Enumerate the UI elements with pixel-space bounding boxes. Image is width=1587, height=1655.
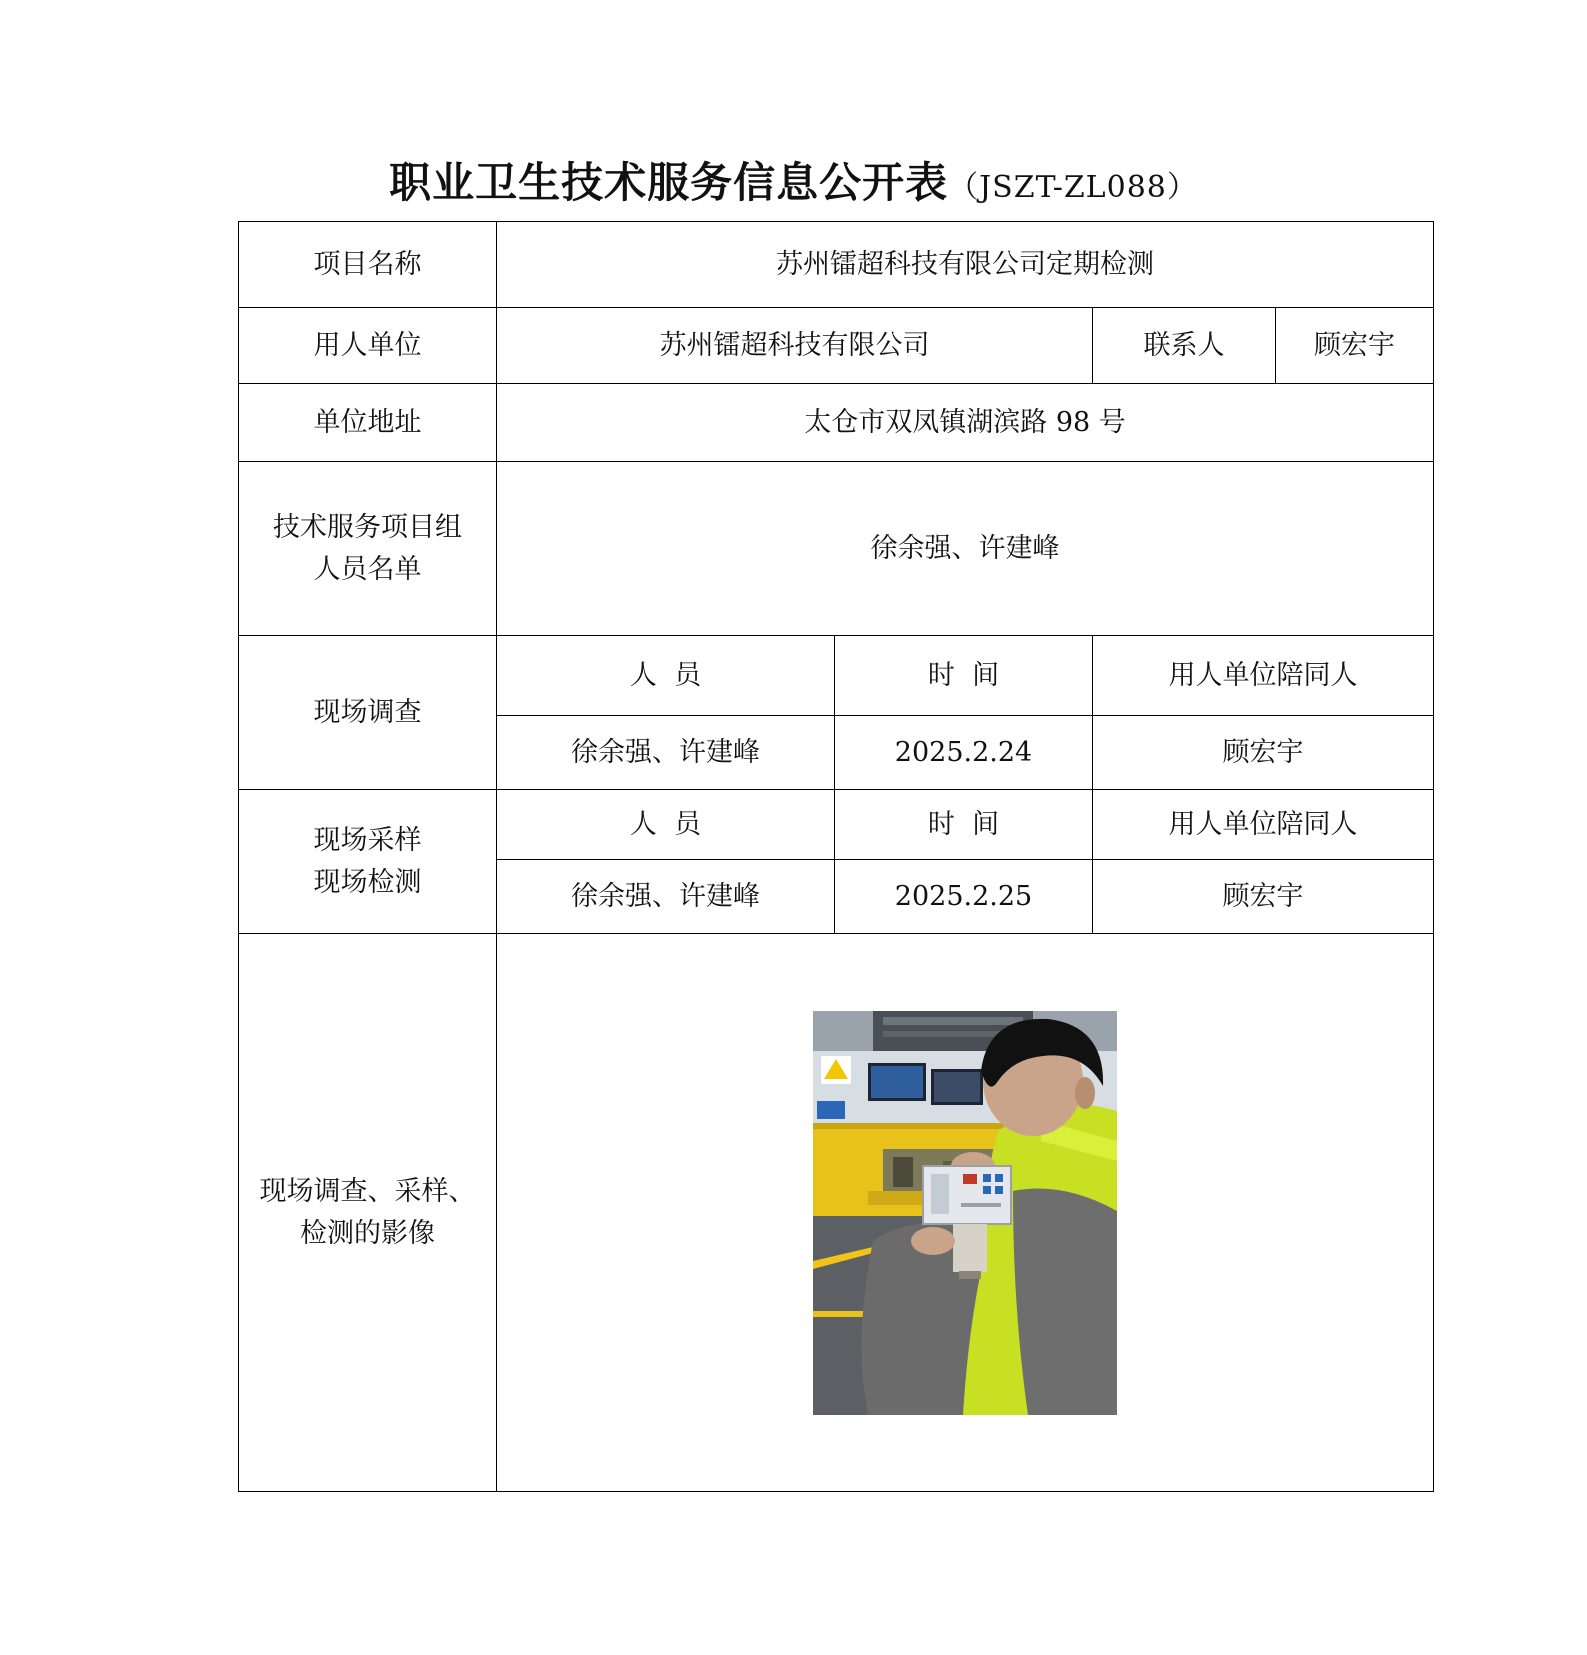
- sampling-label: [239, 790, 497, 934]
- survey-header-time: 时 间: [835, 636, 1093, 716]
- team-value: 徐余强、许建峰: [497, 462, 1434, 636]
- images-label: [239, 934, 497, 1492]
- survey-personnel: 徐余强、许建峰: [497, 716, 835, 790]
- contact-label: 联系人: [1093, 308, 1276, 384]
- sampling-personnel: 徐余强、许建峰: [497, 860, 835, 934]
- row-sampling-header: [239, 790, 1434, 860]
- sampling-escort: 顾宏宇: [1093, 860, 1434, 934]
- row-project: [239, 222, 1434, 308]
- employer-value: 苏州镭超科技有限公司: [497, 308, 1093, 384]
- info-table: [238, 221, 1434, 1492]
- address-value: 太仓市双凤镇湖滨路 98 号: [497, 384, 1434, 462]
- team-label-line2: 人员名单: [313, 553, 422, 585]
- team-label-line1: 技术服务项目组: [273, 511, 462, 543]
- project-value: 苏州镭超科技有限公司定期检测: [497, 222, 1434, 308]
- survey-escort: 顾宏宇: [1093, 716, 1434, 790]
- sampling-label-line2: 现场检测: [313, 866, 422, 898]
- sampling-header-time: 时 间: [835, 790, 1093, 860]
- row-team: [239, 462, 1434, 636]
- row-images: [239, 934, 1434, 1492]
- site-photo: [813, 1011, 1117, 1415]
- project-label: 项目名称: [239, 222, 497, 308]
- title-code: （JSZT-ZL088）: [948, 170, 1198, 205]
- survey-header-escort: 用人单位陪同人: [1093, 636, 1434, 716]
- survey-label: 现场调查: [239, 636, 497, 790]
- address-label: 单位地址: [239, 384, 497, 462]
- images-label-line1: 现场调查、采样、: [259, 1175, 476, 1207]
- sampling-header-escort: 用人单位陪同人: [1093, 790, 1434, 860]
- row-address: [239, 384, 1434, 462]
- employer-label: 用人单位: [239, 308, 497, 384]
- sampling-label-line1: 现场采样: [313, 824, 422, 856]
- survey-date: 2025.2.24: [835, 716, 1093, 790]
- contact-value: 顾宏宇: [1276, 308, 1434, 384]
- row-employer: [239, 308, 1434, 384]
- images-cell: [497, 934, 1434, 1492]
- sampling-header-personnel: 人 员: [497, 790, 835, 860]
- team-label: [239, 462, 497, 636]
- site-photo-illustration: [813, 1011, 1117, 1415]
- document-title: [0, 150, 1587, 210]
- title-main: 职业卫生技术服务信息公开表: [389, 158, 949, 207]
- survey-header-personnel: 人 员: [497, 636, 835, 716]
- sampling-date: 2025.2.25: [835, 860, 1093, 934]
- row-survey-header: [239, 636, 1434, 716]
- images-label-line2: 检测的影像: [300, 1217, 435, 1249]
